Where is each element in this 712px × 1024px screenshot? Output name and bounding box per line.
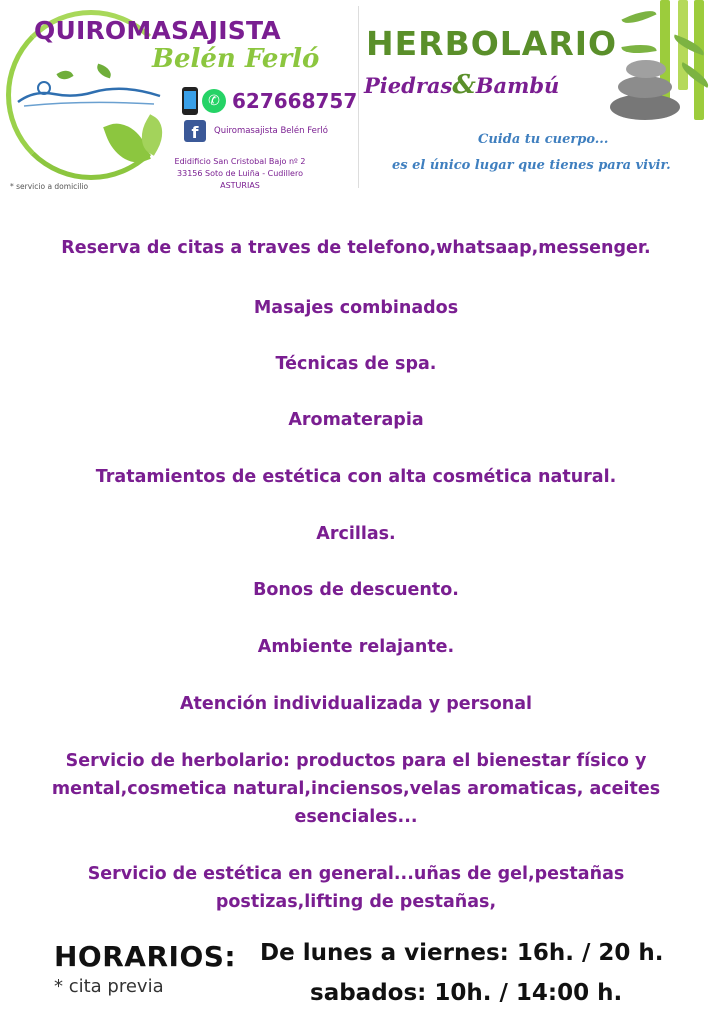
phone-number[interactable]: 627668757 bbox=[232, 89, 358, 113]
service-item: Atención individualizada y personal bbox=[179, 694, 533, 714]
bamboo-leaf-icon bbox=[621, 41, 656, 57]
appointment-note: * cita previa bbox=[54, 976, 164, 997]
service-item: Ambiente relajante. bbox=[257, 637, 455, 657]
facebook-label[interactable]: Quiromasajista Belén Ferló bbox=[214, 126, 328, 136]
saturday-hours: sabados: 10h. / 14:00 h. bbox=[310, 980, 623, 1006]
header-divider bbox=[358, 6, 359, 188]
stones-icon bbox=[604, 56, 684, 122]
slogan-line: Cuida tu cuerpo... bbox=[478, 132, 609, 147]
reclining-figure-icon bbox=[14, 72, 164, 112]
facebook-icon: f bbox=[184, 120, 206, 142]
service-item: Reserva de citas a traves de telefono,whatsaap,messenger. bbox=[61, 238, 651, 258]
schedule-label: HORARIOS: bbox=[54, 940, 237, 973]
service-item: Bonos de descuento. bbox=[253, 580, 459, 600]
address-line: ASTURIAS bbox=[220, 181, 260, 190]
address bbox=[160, 156, 320, 192]
phone-row bbox=[182, 86, 357, 116]
weekday-hours: De lunes a viernes: 16h. / 20 h. bbox=[260, 940, 664, 966]
subtitle-ampersand: & bbox=[452, 70, 476, 100]
address-line: 33156 Soto de Luiña - Cudillero bbox=[177, 169, 303, 178]
facebook-row bbox=[184, 120, 328, 142]
phone-icon bbox=[182, 87, 198, 115]
address-line: Edidificio San Cristobal Bajo nº 2 bbox=[174, 157, 306, 166]
herbolario-logo bbox=[360, 0, 712, 200]
service-item: Arcillas. bbox=[316, 524, 396, 544]
herbolario-subtitle bbox=[364, 70, 559, 100]
whatsapp-icon: ✆ bbox=[202, 89, 226, 113]
therapist-name: Belén Ferló bbox=[152, 44, 320, 74]
bamboo-icon bbox=[694, 0, 704, 120]
service-item: Técnicas de spa. bbox=[275, 354, 437, 374]
quiromasajista-logo bbox=[0, 0, 360, 200]
service-item: Aromaterapia bbox=[288, 410, 424, 430]
quiromasajista-title: QUIROMASAJISTA bbox=[34, 16, 281, 45]
header bbox=[0, 0, 712, 200]
service-item: Servicio de estética en general...uñas de gel,pestañas postizas,lifting de pestañas, bbox=[87, 864, 625, 912]
bamboo-leaf-icon bbox=[621, 5, 656, 28]
slogan-line: es el único lugar que tienes para vivir. bbox=[392, 158, 671, 173]
service-item: Tratamientos de estética con alta cosmética natural. bbox=[95, 467, 617, 487]
home-service-note: * servicio a domicilio bbox=[10, 182, 89, 191]
subtitle-part: Piedras bbox=[364, 73, 453, 98]
service-item: Masajes combinados bbox=[253, 298, 459, 318]
subtitle-part: Bambú bbox=[475, 73, 560, 98]
service-item: Servicio de herbolario: productos para el bienestar físico y mental,cosmetica natural,inciensos,velas aromaticas, aceites esenciales... bbox=[51, 751, 661, 827]
herbolario-title: HERBOLARIO bbox=[366, 24, 618, 63]
